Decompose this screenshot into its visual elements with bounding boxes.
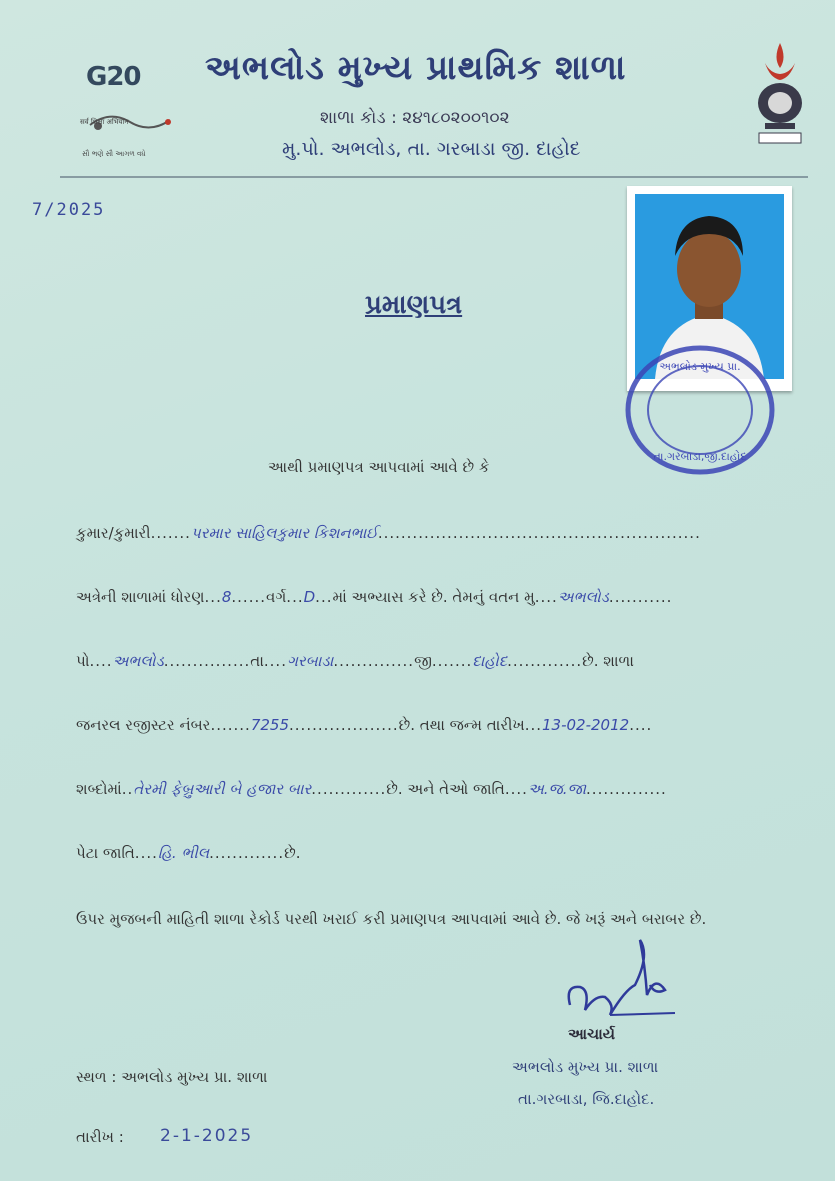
register-value: 7255 bbox=[250, 716, 290, 734]
reference-number: 7/2025 bbox=[32, 200, 106, 220]
subcaste-label: પેટા જાતિ bbox=[76, 844, 135, 862]
register-label: જનરલ રજીસ્ટર નંબર bbox=[76, 716, 211, 734]
school-code: શાળા કોડ : ૨૪૧૮૦૨૦૦૧૦૨ bbox=[320, 108, 510, 128]
register-row: જનરલ રજીસ્ટર નંબર.......7255...................છે. તથા જન્મ તારીખ...13-02-2012.... bbox=[76, 716, 653, 734]
po-label: પો bbox=[76, 652, 90, 670]
svg-text:તા.ગરબાડા,જી.દાહોદ: તા.ગરબાડા,જી.દાહોદ bbox=[653, 450, 747, 463]
address-row: પો....અભલોડ...............તા....ગરબાડા..............જી.......દાહોદ.............છે. શાળા bbox=[76, 652, 634, 670]
g20-logo bbox=[86, 62, 141, 92]
certificate-intro: આથી પ્રમાણપત્ર આપવામાં આવે છે કે bbox=[268, 458, 490, 476]
dob-value: 13-02-2012 bbox=[542, 716, 630, 734]
g20-subtitle: सर्व शिक्षा अभियान bbox=[80, 118, 129, 126]
g20-tagline: સૌ ભણે સૌ આગળ વધે bbox=[82, 150, 146, 158]
ji-value: દાહોદ bbox=[472, 652, 508, 670]
class-value: 8 bbox=[221, 588, 232, 606]
principal-title: આચાર્ય bbox=[568, 1025, 616, 1043]
date-value: 2-1-2025 bbox=[160, 1126, 254, 1146]
lamp-emblem-icon bbox=[745, 38, 815, 148]
village-value: અભલોડ bbox=[557, 588, 609, 606]
caste-label: છે. અને તેઓ જાતિ bbox=[386, 780, 505, 798]
words-label: શબ્દોમાં bbox=[76, 780, 122, 798]
place-line: સ્થળ : અભલોડ મુખ્ય પ્રા. શાળા bbox=[76, 1068, 268, 1086]
signature-school-name: અભલોડ મુખ્ય પ્રા. શાળા bbox=[512, 1058, 659, 1076]
caste-value: અ.જ.જા bbox=[527, 780, 587, 798]
division-label: વર્ગ bbox=[266, 588, 287, 606]
signature-taluka: તા.ગરબાડા, જિ.દાહોદ. bbox=[518, 1090, 655, 1108]
dob-label: છે. તથા જન્મ તારીખ bbox=[398, 716, 525, 734]
date-label: તારીખ : bbox=[76, 1128, 124, 1146]
ta-value: ગરબાડા bbox=[286, 652, 334, 670]
division-value: D bbox=[303, 588, 316, 606]
svg-text:અભલોડ મુખ્ય પ્રા.: અભલોડ મુખ્ય પ્રા. bbox=[659, 360, 741, 373]
school-suffix: છે. શાળા bbox=[582, 652, 634, 670]
g20-text: G20 bbox=[86, 62, 141, 92]
principal-signature-icon bbox=[555, 935, 685, 1035]
study-label: માં અભ્યાસ કરે છે. તેમનું વતન મુ bbox=[332, 588, 535, 606]
words-value: તેરમી ફેબ્રુઆરી બે હજાર બાર bbox=[133, 780, 312, 798]
ta-label: તા bbox=[250, 652, 264, 670]
class-row: અત્રેની શાળામાં ધોરણ...8......વર્ગ...D...માં અભ્યાસ કરે છે. તેમનું વતન મુ....અભલોડ........... bbox=[76, 588, 673, 606]
school-seal-icon bbox=[620, 340, 780, 480]
header-divider bbox=[60, 176, 808, 178]
subcaste-value: હિ. ભીલ bbox=[157, 844, 210, 862]
words-row: શબ્દોમાં..તેરમી ફેબ્રુઆરી બે હજાર બાર.............છે. અને તેઓ જાતિ....અ.જ.જા.............. bbox=[76, 780, 667, 798]
certificate-declaration: ઉપર મુજબની માહિતી શાળા રેકોર્ડ પરથી ખરાઈ કરી પ્રમાણપત્ર આપવામાં આવે છે. જે ખરૂં અને બરાબર છે. bbox=[76, 910, 707, 928]
name-value: પરમાર સાહિલકુમાર કિશનભાઈ bbox=[190, 524, 378, 542]
ji-label: જી bbox=[414, 652, 432, 670]
certificate-title: પ્રમાણપત્ર bbox=[365, 290, 463, 320]
school-address: મુ.પો. અભલોડ, તા. ગરબાડા જી. દાહોદ bbox=[282, 138, 581, 160]
subcaste-row: પેટા જાતિ....હિ. ભીલ.............છે. bbox=[76, 844, 301, 862]
name-row: કુમાર/કુમારી.......પરમાર સાહિલકુમાર કિશનભાઈ........................................................ bbox=[76, 524, 701, 542]
name-label: કુમાર/કુમારી bbox=[76, 524, 151, 542]
subcaste-suffix: છે. bbox=[284, 844, 301, 862]
po-value: અભલોડ bbox=[112, 652, 164, 670]
class-label: અત્રેની શાળામાં ધોરણ bbox=[76, 588, 205, 606]
school-name: અભલોડ મુખ્ય પ્રાથમિક શાળા bbox=[205, 48, 627, 88]
